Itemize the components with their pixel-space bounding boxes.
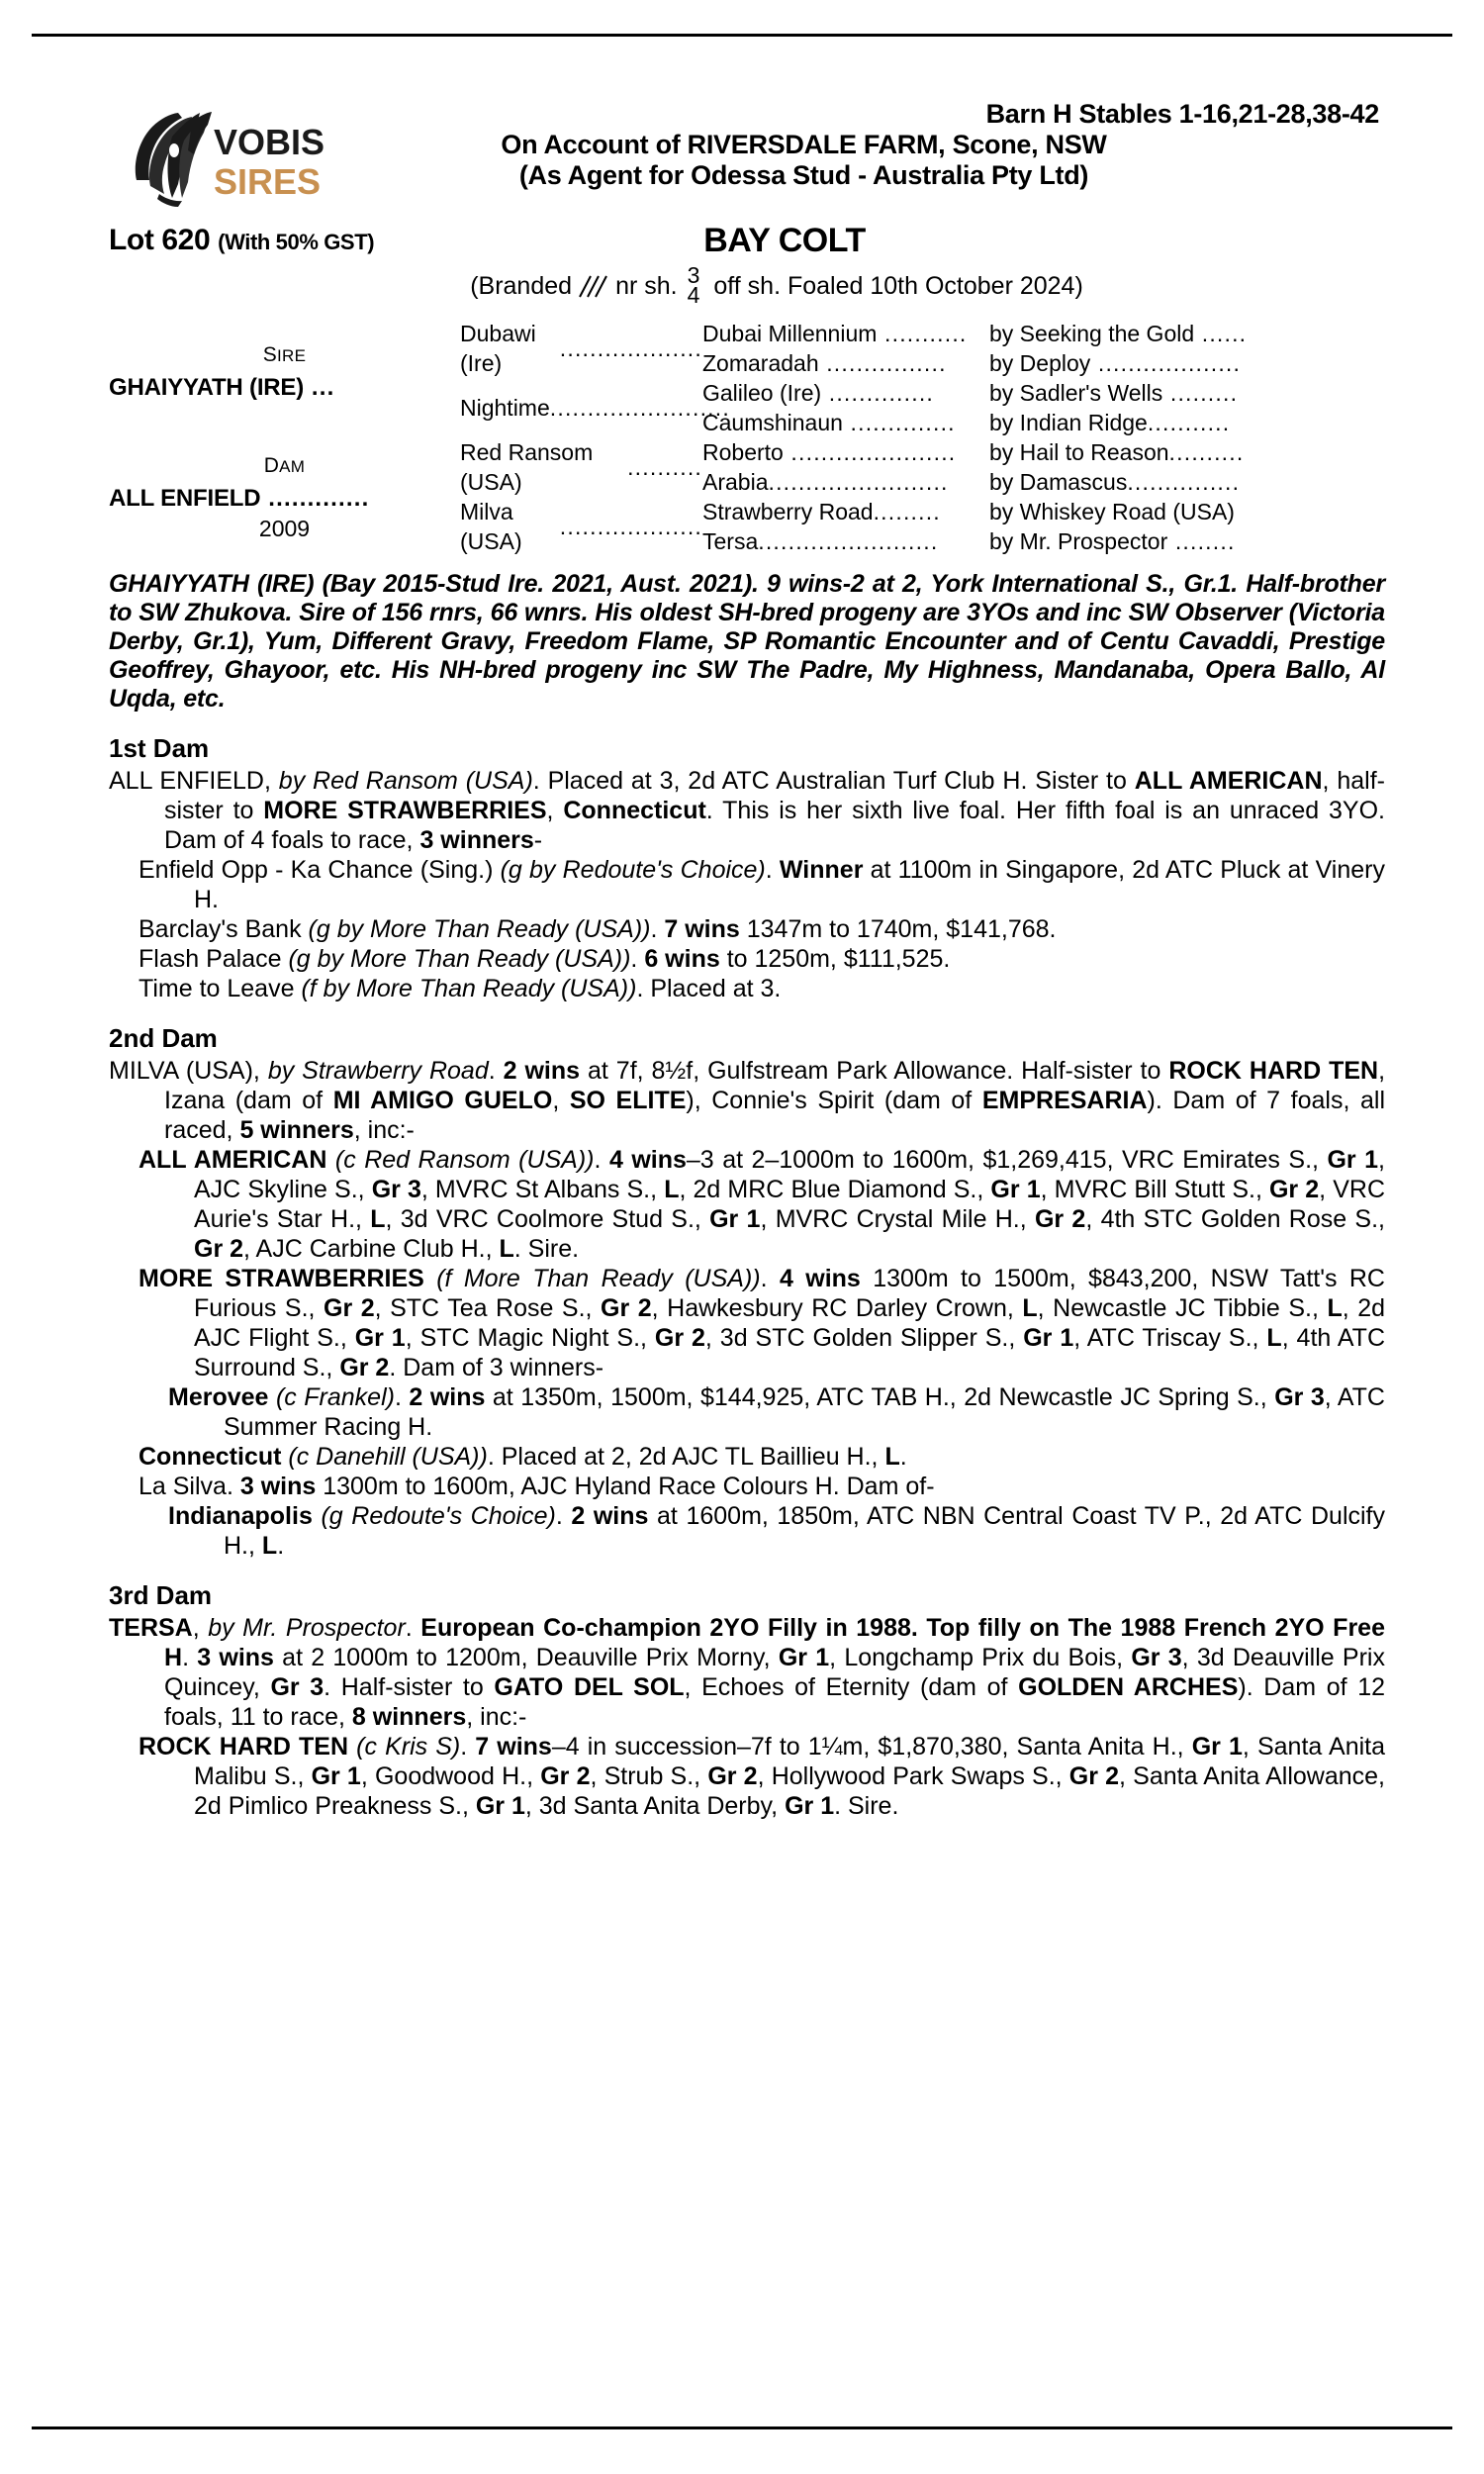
three-slash-brand-icon bbox=[576, 274, 609, 300]
pedigree-col-grandparents bbox=[460, 319, 730, 556]
greatgrandparent-row bbox=[702, 437, 1385, 467]
greatgrandparent-name: Zomaradah ................ bbox=[702, 350, 947, 376]
logo-word-vobis: VOBIS bbox=[214, 122, 325, 162]
greatgrandparent-sire: by Seeking the Gold ...... bbox=[989, 321, 1248, 346]
dam-section-heading: 1st Dam bbox=[109, 733, 210, 763]
progeny-entry: Flash Palace (g by More Than Ready (USA)). 6 wins to 1250m, $111,525. bbox=[139, 945, 951, 973]
progeny-entry: Time to Leave (f by More Than Ready (USA)). Placed at 3. bbox=[139, 975, 782, 1002]
page-bottom-rule bbox=[32, 2426, 1452, 2429]
dam-name: ALL ENFIELD ............. bbox=[109, 485, 370, 512]
progeny-entry: Barclay's Bank (g by More Than Ready (USA)). 7 wins 1347m to 1740m, $141,768. bbox=[139, 915, 1057, 943]
dam-section-heading: 3rd Dam bbox=[109, 1580, 213, 1610]
greatgrandparent-sire: by Indian Ridge........... bbox=[989, 410, 1231, 435]
lot-number: Lot 620 bbox=[109, 224, 211, 256]
sire-label: SIRE bbox=[262, 343, 307, 366]
progeny-entry: La Silva. 3 wins 1300m to 1600m, AJC Hyland Race Colours H. Dam of- bbox=[139, 1473, 935, 1500]
lot-title-row bbox=[109, 224, 1385, 267]
grandparent-name: Milva (USA) bbox=[460, 499, 522, 554]
grandparent-row: Red Ransom (USA) .......... bbox=[460, 439, 702, 495]
progeny-entry: ALL AMERICAN (c Red Ransom (USA)). 4 wins–3 at 2–1000m to 1600m, $1,269,415, VRC Emirates S., Gr 1, AJC Skyline S., Gr 3, MVRC St Albans S., L, 2d MRC Blue Diamond S., Gr 1, MVRC Bill Stutt S., Gr 2, VRC Aurie's Star H., L, 3d VRC Coolmore Stud S., Gr 1, MVRC Crystal Mile H., Gr 2, 4th STC Golden Rose S., Gr 2, AJC Carbine Club H., L. Sire. bbox=[139, 1146, 1386, 1263]
progeny-entry: Connecticut (c Danehill (USA)). Placed at 2, 2d AJC TL Baillieu H., L. bbox=[139, 1443, 907, 1471]
greatgrandparent-sire: by Sadler's Wells ......... bbox=[989, 380, 1239, 406]
page-top-rule bbox=[32, 34, 1452, 37]
grandparent-row: Dubawi (Ire) ................... bbox=[460, 321, 702, 376]
sire-name: GHAIYYATH (IRE) ... bbox=[109, 374, 335, 401]
pedigree-col-parents bbox=[109, 319, 460, 556]
greatgrandparent-name: Strawberry Road......... bbox=[702, 499, 941, 524]
grandparent-name: Nightime bbox=[460, 395, 550, 421]
account-line: On Account of RIVERSDALE FARM, Scone, NSW bbox=[501, 130, 1107, 160]
dam-label: DAM bbox=[263, 454, 306, 477]
progeny-entry: Indianapolis (g Redoute's Choice). 2 wins at 1600m, 1850m, ATC NBN Central Coast TV P., 2d ATC Dulcify H., L. bbox=[168, 1502, 1385, 1560]
branding-line bbox=[109, 262, 1385, 313]
page-header bbox=[109, 99, 1385, 218]
greatgrandparent-row bbox=[702, 408, 1385, 437]
progeny-entry: Merovee (c Frankel). 2 wins at 1350m, 1500m, $144,925, ATC TAB H., 2d Newcastle JC Spring S., Gr 3, ATC Summer Racing H. bbox=[168, 1383, 1385, 1441]
greatgrandparent-sire: by Deploy ................... bbox=[989, 350, 1242, 376]
sire-block bbox=[109, 319, 460, 437]
grandparent-name: Dubawi (Ire) bbox=[460, 321, 536, 376]
sire-description: GHAIYYATH (IRE) (Bay 2015-Stud Ire. 2021, Aust. 2021). 9 wins-2 at 2, York International S., Gr.1. Half-brother to SW Zhukova. Sire of 156 rnrs, 66 wnrs. His oldest SH-bred progeny are 3YOs and inc SW Observer (Victoria Derby, Gr.1), Yum, Different Gravy, Freedom Flame, SP Romantic Encounter and of Centu Cavaddi, Prestige Geoffrey, Ghayoor, etc. His NH-bred progeny inc SW The Padre, My Highness, Mandanaba, Opera Ballo, Al Uqda, etc. bbox=[109, 570, 1385, 713]
greatgrandparent-name: Roberto ...................... bbox=[702, 439, 957, 465]
grandparent-name: Red Ransom (USA) bbox=[460, 439, 594, 495]
header-text-lines bbox=[109, 99, 1385, 191]
grandparent-row: Milva (USA) ................... bbox=[460, 499, 702, 554]
greatgrandparent-name: Galileo (Ire) .............. bbox=[702, 380, 935, 406]
sire-name-text: GHAIYYATH (IRE) bbox=[109, 374, 305, 401]
brand-fraction bbox=[687, 262, 700, 308]
dam-year: 2009 bbox=[258, 516, 311, 541]
barn-stables-line: Barn H Stables 1-16,21-28,38-42 bbox=[985, 99, 1379, 129]
dam-main-paragraph: MILVA (USA), by Strawberry Road. 2 wins at 7f, 8½f, Gulfstream Park Allowance. Half-sister to ROCK HARD TEN, Izana (dam of MI AMIGO GUELO, SO ELITE), Connie's Spirit (dam of EMPRESARIA). Dam of 7 foals, all raced, 5 winners, inc:- bbox=[109, 1057, 1386, 1144]
greatgrandparent-name: Tersa........................ bbox=[702, 528, 939, 554]
greatgrandparent-sire: by Damascus............... bbox=[989, 469, 1241, 495]
greatgrandparent-name: Dubai Millennium ........... bbox=[702, 321, 968, 346]
greatgrandparent-sire: by Mr. Prospector ........ bbox=[989, 528, 1236, 554]
brand-near-shoulder: nr sh. bbox=[615, 272, 678, 301]
greatgrandparent-row bbox=[702, 319, 1385, 348]
brand-prefix: (Branded bbox=[470, 272, 573, 301]
brand-fraction-denominator: 4 bbox=[687, 281, 700, 308]
grandparent-row: Nightime ........................ bbox=[460, 395, 730, 421]
pedigree-col-greatgrandparents bbox=[702, 319, 1385, 556]
dam-name-text: ALL ENFIELD bbox=[109, 485, 261, 512]
greatgrandparent-sire: by Hail to Reason.......... bbox=[989, 439, 1245, 465]
dam-main-paragraph: TERSA, by Mr. Prospector. European Co-champion 2YO Filly in 1988. Top filly on The 1988 French 2YO Free H. 3 wins at 2 1000m to 1200m, Deauville Prix Morny, Gr 1, Longchamp Prix du Bois, Gr 3, 3d Deauville Prix Quincey, Gr 3. Half-sister to GATO DEL SOL, Echoes of Eternity (dam of GOLDEN ARCHES). Dam of 12 foals, 11 to race, 8 winners, inc:- bbox=[109, 1614, 1386, 1731]
gst-note: (With 50% GST) bbox=[218, 230, 375, 254]
greatgrandparent-name: Caumshinaun .............. bbox=[702, 410, 956, 435]
brand-fraction-numerator: 3 bbox=[687, 262, 700, 288]
greatgrandparent-row bbox=[702, 526, 1385, 556]
agent-line: (As Agent for Odessa Stud - Australia Pty Ltd) bbox=[518, 160, 1089, 191]
pedigree-table bbox=[109, 319, 1385, 556]
greatgrandparent-row bbox=[702, 348, 1385, 378]
dam-sections bbox=[109, 733, 1385, 1821]
progeny-entry: Enfield Opp - Ka Chance (Sing.) (g by Redoute's Choice). Winner at 1100m in Singapore, 2d ATC Pluck at Vinery H. bbox=[139, 856, 1385, 913]
greatgrandparent-row bbox=[702, 467, 1385, 497]
brand-off-shoulder-foaled: off sh. Foaled 10th October 2024) bbox=[713, 272, 1083, 301]
dam-main-paragraph: ALL ENFIELD, by Red Ransom (USA). Placed at 3, 2d ATC Australian Turf Club H. Sister to ALL AMERICAN, half-sister to MORE STRAWBERRIES, Connecticut. This is her sixth live foal. Her fifth foal is an unraced 3YO. Dam of 4 foals to race, 3 winners- bbox=[109, 767, 1385, 854]
dam-section-heading: 2nd Dam bbox=[109, 1023, 218, 1053]
progeny-entry: ROCK HARD TEN (c Kris S). 7 wins–4 in succession–7f to 1¼m, $1,870,380, Santa Anita H., Gr 1, Santa Anita Malibu S., Gr 1, Goodwood H., Gr 2, Strub S., Gr 2, Hollywood Park Swaps S., Gr 2, Santa Anita Allowance, 2d Pimlico Preakness S., Gr 1, 3d Santa Anita Derby, Gr 1. Sire. bbox=[139, 1733, 1385, 1820]
dam-block bbox=[109, 437, 460, 556]
page-content bbox=[109, 99, 1385, 1821]
colour-and-sex: BAY COLT bbox=[703, 222, 866, 259]
progeny-entry: MORE STRAWBERRIES (f More Than Ready (USA)). 4 wins 1300m to 1500m, $843,200, NSW Tatt's RC Furious S., Gr 2, STC Tea Rose S., Gr 2, Hawkesbury RC Darley Crown, L, Newcastle JC Tibbie S., L, 2d AJC Flight S., Gr 1, STC Magic Night S., Gr 2, 3d STC Golden Slipper S., Gr 1, ATC Triscay S., L, 4th ATC Surround S., Gr 2. Dam of 3 winners- bbox=[139, 1265, 1386, 1381]
logo-word-sires: SIRES bbox=[214, 161, 322, 202]
greatgrandparent-name: Arabia........................ bbox=[702, 469, 949, 495]
greatgrandparent-sire: by Whiskey Road (USA) bbox=[989, 499, 1235, 524]
greatgrandparent-row bbox=[702, 378, 1385, 408]
greatgrandparent-row bbox=[702, 497, 1385, 526]
